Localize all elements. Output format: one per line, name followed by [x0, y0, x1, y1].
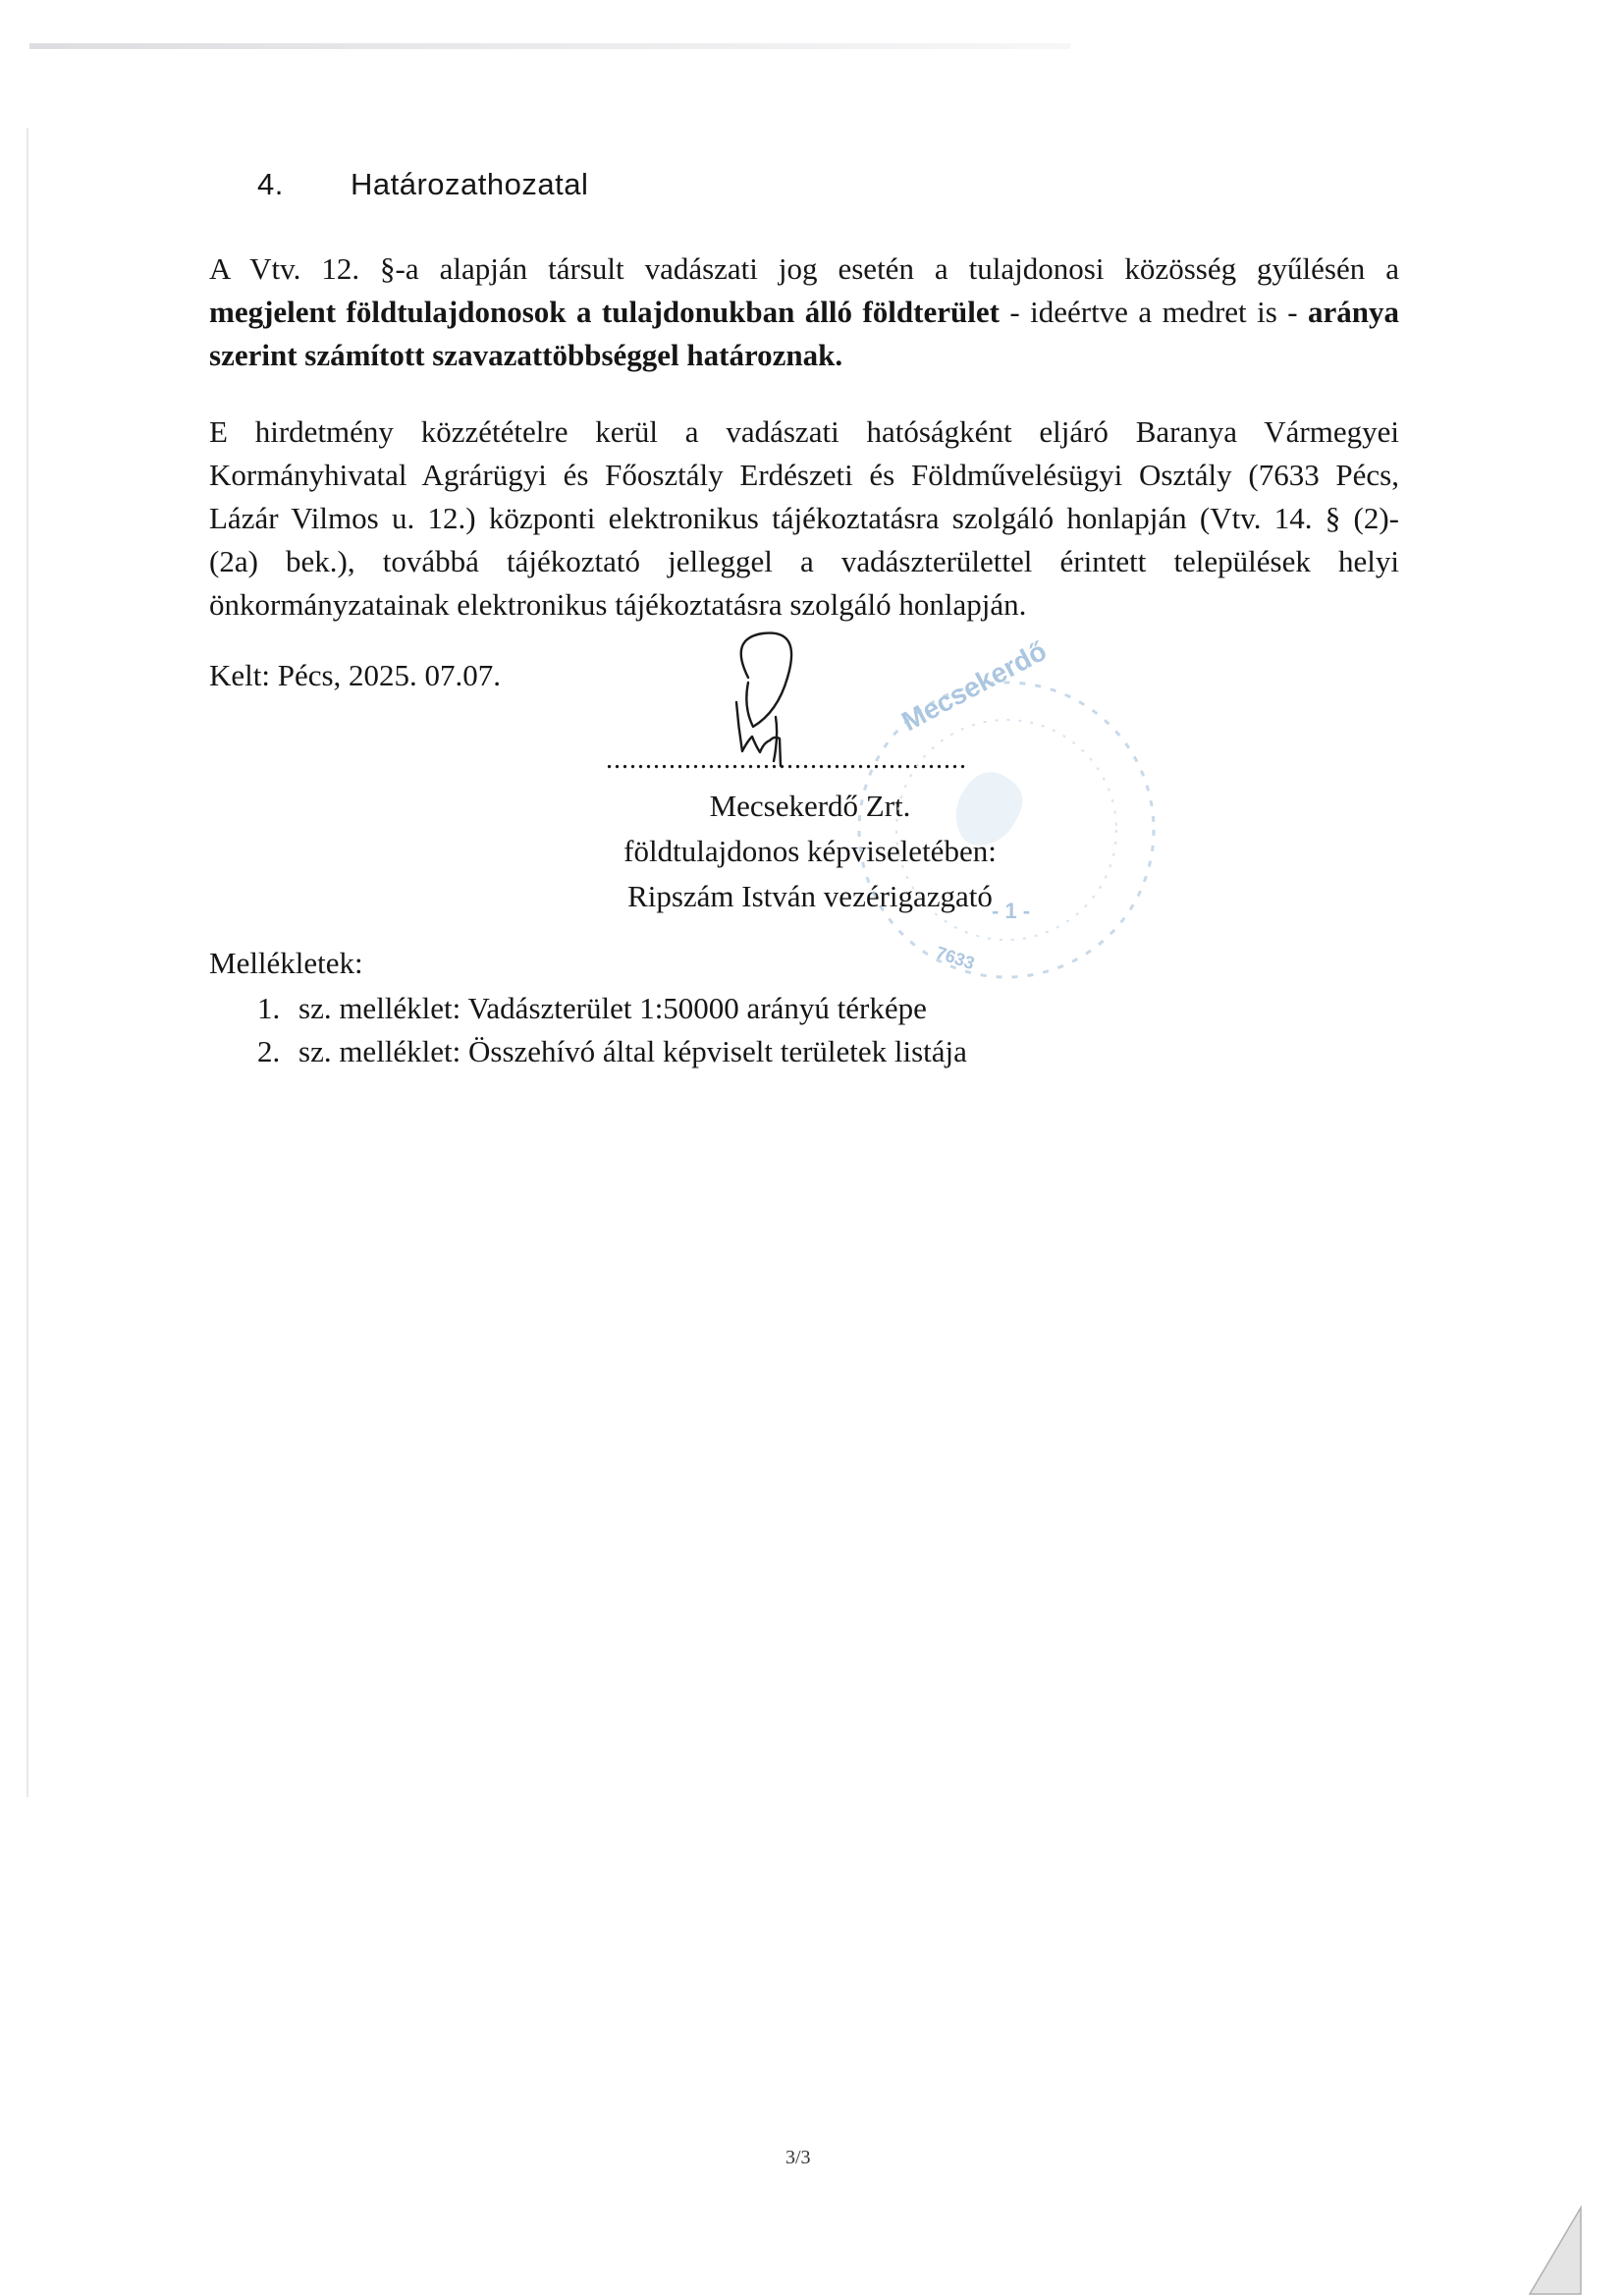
attachment-text: sz. melléklet: Összehívó által képviselt területek listája [298, 1034, 967, 1068]
paragraph-line: szerint számított szavazattöbbséggel határoznak. [209, 338, 843, 372]
bold-text: aránya [1307, 295, 1399, 329]
attachments-title: Mellékletek: [209, 946, 363, 980]
section-title: Határozathozatal [351, 167, 589, 201]
official-stamp [859, 635, 1154, 977]
paragraph-line: E hirdetmény közzétételre kerül a vadászati hatóságként eljáró Baranya Vármegyei [209, 414, 1399, 449]
attachment-text: sz. melléklet: Vadászterület 1:50000 arányú térképe [298, 991, 927, 1025]
signatory-role: földtulajdonos képviseletében: [623, 834, 997, 868]
section-number: 4. [257, 167, 284, 201]
corner-fold-mark [1530, 2208, 1581, 2294]
attachment-number: 2. [257, 1034, 281, 1068]
plain-text: - ideértve a medret is - [999, 295, 1308, 329]
page-number: 3/3 [785, 2147, 811, 2168]
signatory-name: Ripszám István vezérigazgató [627, 879, 993, 913]
paragraph-line: Lázár Vilmos u. 12.) központi elektronikus tájékoztatásra szolgáló honlapján (Vtv. 14. § (2)- [209, 501, 1399, 535]
paragraph-line: A Vtv. 12. §-a alapján társult vadászati jog esetén a tulajdonosi közösség gyűlésén a [209, 251, 1399, 286]
signature-dotted-line: .............................................. [606, 744, 967, 775]
signatory-company: Mecsekerdő Zrt. [709, 789, 911, 823]
stamp-text-top: Mecsekerdő [896, 634, 1052, 738]
date-line: Kelt: Pécs, 2025. 07.07. [209, 658, 502, 692]
paragraph-line: (2a) bek.), továbbá tájékoztató jelleggel a vadászterülettel érintett települések helyi [209, 544, 1399, 578]
stamp-text-bottom: 7633 [933, 942, 978, 974]
attachment-number: 1. [257, 991, 281, 1025]
paragraph-line: önkormányzatainak elektronikus tájékoztatásra szolgáló honlapján. [209, 587, 1027, 622]
handwritten-signature [736, 633, 791, 766]
bold-text: megjelent földtulajdonosok a tulajdonukban álló földterület [209, 295, 1000, 329]
stamp-text-mid: - 1 - [992, 899, 1031, 923]
paragraph-line: Kormányhivatal Agrárügyi és Főosztály Erdészeti és Földművelésügyi Osztály (7633 Pécs, [209, 458, 1399, 492]
